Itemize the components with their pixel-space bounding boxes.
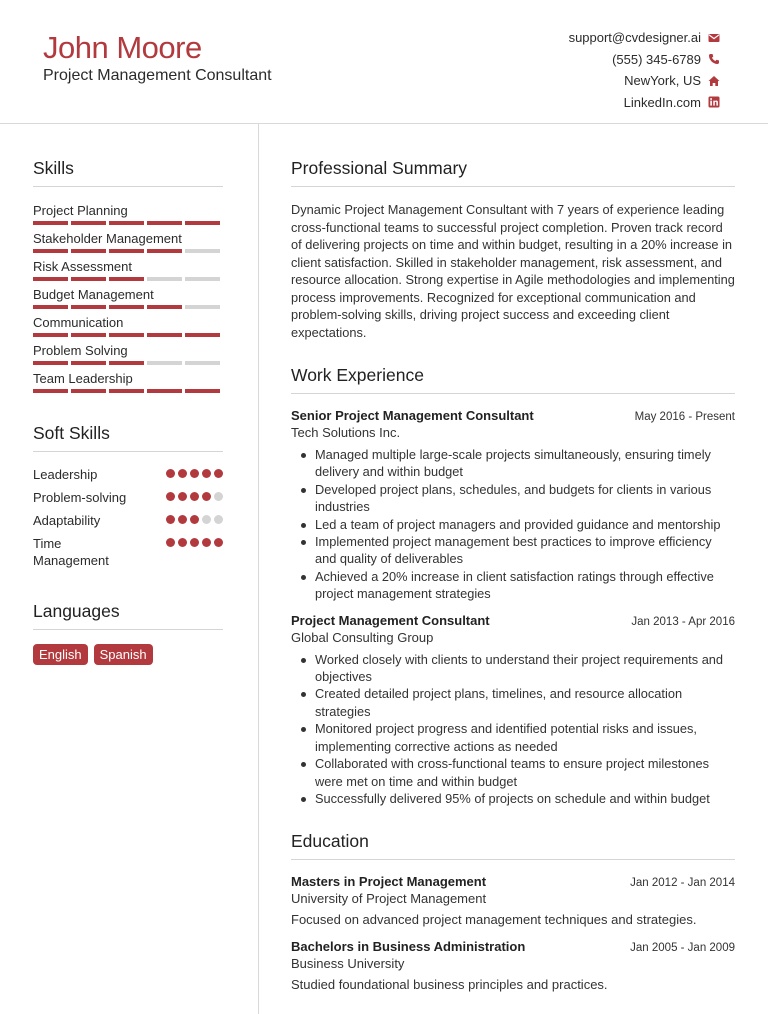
rating-segment xyxy=(33,389,68,393)
job-date: May 2016 - Present xyxy=(634,411,735,423)
skill-item xyxy=(33,287,223,309)
job-entry xyxy=(291,613,735,808)
soft-skill-item xyxy=(33,489,223,506)
degree-title: Bachelors in Business Administration xyxy=(291,939,526,955)
summary-text: Dynamic Project Management Consultant with 7 years of experience leading cross-functional teams to successful project completion. Proven track record of delivering projects on time and within budget, resulting in a 20% increase in client satisfaction. Skilled in stakeholder management, risk assessment, and resource allocation. Strong expertise in Agile methodologies and implementing process improvements. Recognized for exceptional communication and problem-solving skills, driving project success and exceeding client expectations. xyxy=(291,202,735,340)
contact-phone[interactable] xyxy=(569,49,720,71)
soft-skill-rating xyxy=(166,489,223,501)
summary-title: Professional Summary xyxy=(291,158,735,187)
job-title: Project Management Consultant xyxy=(291,612,490,628)
rating-segment xyxy=(147,333,182,337)
skill-name: Project Planning xyxy=(33,203,128,218)
rating-segment xyxy=(185,305,220,309)
rating-segment xyxy=(147,305,182,309)
rating-dot xyxy=(178,515,187,524)
rating-dot xyxy=(202,469,211,478)
skill-rating-bar xyxy=(33,389,223,393)
rating-dot xyxy=(202,492,211,501)
soft-skill-rating xyxy=(166,466,223,478)
candidate-title: Project Management Consultant xyxy=(43,67,272,84)
contact-block xyxy=(569,27,720,113)
list-item: Developed project plans, schedules, and budgets for clients in various industries xyxy=(291,481,735,516)
soft-skill-name: Adaptability xyxy=(33,513,101,528)
rating-segment xyxy=(109,389,144,393)
rating-segment xyxy=(147,389,182,393)
rating-dot xyxy=(190,469,199,478)
contact-location xyxy=(569,70,720,92)
contact-email[interactable] xyxy=(569,27,720,49)
left-column xyxy=(33,124,223,665)
skill-item xyxy=(33,259,223,281)
rating-segment xyxy=(33,249,68,253)
candidate-name: John Moore xyxy=(43,30,202,65)
education-entry xyxy=(291,874,735,927)
rating-segment xyxy=(109,277,144,281)
job-entry xyxy=(291,408,735,603)
rating-dot xyxy=(178,492,187,501)
location-text: NewYork, US xyxy=(624,73,701,89)
skill-name: Communication xyxy=(33,315,124,330)
skill-name: Stakeholder Management xyxy=(33,231,182,246)
language-tags xyxy=(33,644,223,665)
company-name: Global Consulting Group xyxy=(291,629,434,645)
rating-dot xyxy=(178,538,187,547)
job-date: Jan 2013 - Apr 2016 xyxy=(631,615,735,628)
education-entry xyxy=(291,939,735,992)
envelope-icon xyxy=(708,32,720,44)
rating-segment xyxy=(71,333,106,337)
skill-item xyxy=(33,343,223,365)
rating-segment xyxy=(71,249,106,253)
phone-icon xyxy=(708,53,720,65)
rating-dot xyxy=(214,492,223,501)
rating-dot xyxy=(166,515,175,524)
skill-item xyxy=(33,203,223,225)
soft-skill-item xyxy=(33,535,223,569)
languages-title: Languages xyxy=(33,601,223,630)
rating-segment xyxy=(147,361,182,365)
rating-dot xyxy=(214,538,223,547)
linkedin-text: LinkedIn.com xyxy=(623,94,701,110)
skill-rating-bar xyxy=(33,333,223,337)
rating-segment xyxy=(109,249,144,253)
rating-dot xyxy=(166,469,175,478)
rating-dot xyxy=(214,469,223,478)
education-title: Education xyxy=(291,831,735,860)
degree-title: Masters in Project Management xyxy=(291,874,487,890)
soft-skills-title: Soft Skills xyxy=(33,423,223,452)
skill-name: Risk Assessment xyxy=(33,259,132,274)
rating-segment xyxy=(33,361,68,365)
rating-segment xyxy=(185,249,220,253)
skill-rating-bar xyxy=(33,361,223,365)
list-item: Managed multiple large-scale projects simultaneously, ensuring timely delivery and within budget xyxy=(291,446,735,481)
education-date: Jan 2012 - Jan 2014 xyxy=(630,877,735,890)
education-description: Studied foundational business principles and practices. xyxy=(291,977,608,993)
rating-segment xyxy=(147,249,182,253)
rating-segment xyxy=(33,277,68,281)
rating-segment xyxy=(185,389,220,393)
email-text: support@cvdesigner.ai xyxy=(568,30,701,46)
rating-dot xyxy=(166,492,175,501)
rating-dot xyxy=(202,538,211,547)
rating-segment xyxy=(185,221,220,225)
skill-rating-bar xyxy=(33,305,223,309)
soft-skill-name: Problem-solving xyxy=(33,490,127,505)
right-column xyxy=(291,124,735,992)
soft-skill-rating xyxy=(166,535,223,547)
soft-skill-name: Leadership xyxy=(33,467,98,482)
list-item: Created detailed project plans, timelines, and resource allocation strategies xyxy=(291,685,735,720)
soft-skill-item xyxy=(33,512,223,529)
experience-title: Work Experience xyxy=(291,365,735,394)
skill-name: Problem Solving xyxy=(33,343,128,358)
rating-segment xyxy=(109,361,144,365)
rating-segment xyxy=(71,221,106,225)
rating-segment xyxy=(71,389,106,393)
rating-segment xyxy=(71,361,106,365)
list-item: Led a team of project managers and provided guidance and mentorship xyxy=(291,516,735,533)
rating-segment xyxy=(147,221,182,225)
school-name: Business University xyxy=(291,956,405,972)
column-divider xyxy=(258,124,259,1014)
job-bullets xyxy=(291,446,735,603)
home-icon xyxy=(708,75,720,87)
skills-title: Skills xyxy=(33,158,223,187)
rating-segment xyxy=(33,333,68,337)
rating-segment xyxy=(71,305,106,309)
soft-skill-item xyxy=(33,466,223,483)
skill-rating-bar xyxy=(33,277,223,281)
rating-dot xyxy=(190,538,199,547)
rating-segment xyxy=(185,277,220,281)
list-item: Worked closely with clients to understand their project requirements and objectives xyxy=(291,651,735,686)
language-tag-english: English xyxy=(33,644,88,665)
education-date: Jan 2005 - Jan 2009 xyxy=(630,942,735,955)
contact-linkedin[interactable] xyxy=(569,92,720,114)
rating-segment xyxy=(109,333,144,337)
rating-segment xyxy=(185,361,220,365)
soft-skill-name: Time Management xyxy=(33,536,109,568)
linkedin-icon xyxy=(708,96,720,108)
list-item: Collaborated with cross-functional teams to ensure project milestones were met on time and within budget xyxy=(291,755,735,790)
rating-dot xyxy=(202,515,211,524)
rating-segment xyxy=(185,333,220,337)
rating-segment xyxy=(71,277,106,281)
soft-skill-rating xyxy=(166,512,223,524)
rating-segment xyxy=(147,277,182,281)
rating-dot xyxy=(214,515,223,524)
rating-segment xyxy=(33,305,68,309)
rating-dot xyxy=(190,515,199,524)
skill-rating-bar xyxy=(33,249,223,253)
phone-text: (555) 345-6789 xyxy=(612,51,701,67)
resume-header xyxy=(0,0,768,124)
skill-rating-bar xyxy=(33,221,223,225)
skill-name: Budget Management xyxy=(33,287,154,302)
skill-name: Team Leadership xyxy=(33,371,133,386)
rating-dot xyxy=(178,469,187,478)
skill-item xyxy=(33,231,223,253)
skill-item xyxy=(33,315,223,337)
company-name: Tech Solutions Inc. xyxy=(291,425,401,440)
rating-segment xyxy=(109,305,144,309)
list-item: Successfully delivered 95% of projects on schedule and within budget xyxy=(291,790,735,807)
list-item: Achieved a 20% increase in client satisfaction ratings through effective project management strategies xyxy=(291,568,735,603)
list-item: Monitored project progress and identified potential risks and issues, implementing corrective actions as needed xyxy=(291,720,735,755)
school-name: University of Project Management xyxy=(291,891,487,907)
rating-dot xyxy=(190,492,199,501)
list-item: Implemented project management best practices to improve efficiency and quality of deliverables xyxy=(291,533,735,568)
education-description: Focused on advanced project management techniques and strategies. xyxy=(291,912,697,928)
rating-segment xyxy=(33,221,68,225)
rating-dot xyxy=(166,538,175,547)
job-title: Senior Project Management Consultant xyxy=(291,408,534,423)
skill-item xyxy=(33,371,223,393)
rating-segment xyxy=(109,221,144,225)
language-tag-spanish: Spanish xyxy=(94,644,153,665)
job-bullets xyxy=(291,651,735,808)
